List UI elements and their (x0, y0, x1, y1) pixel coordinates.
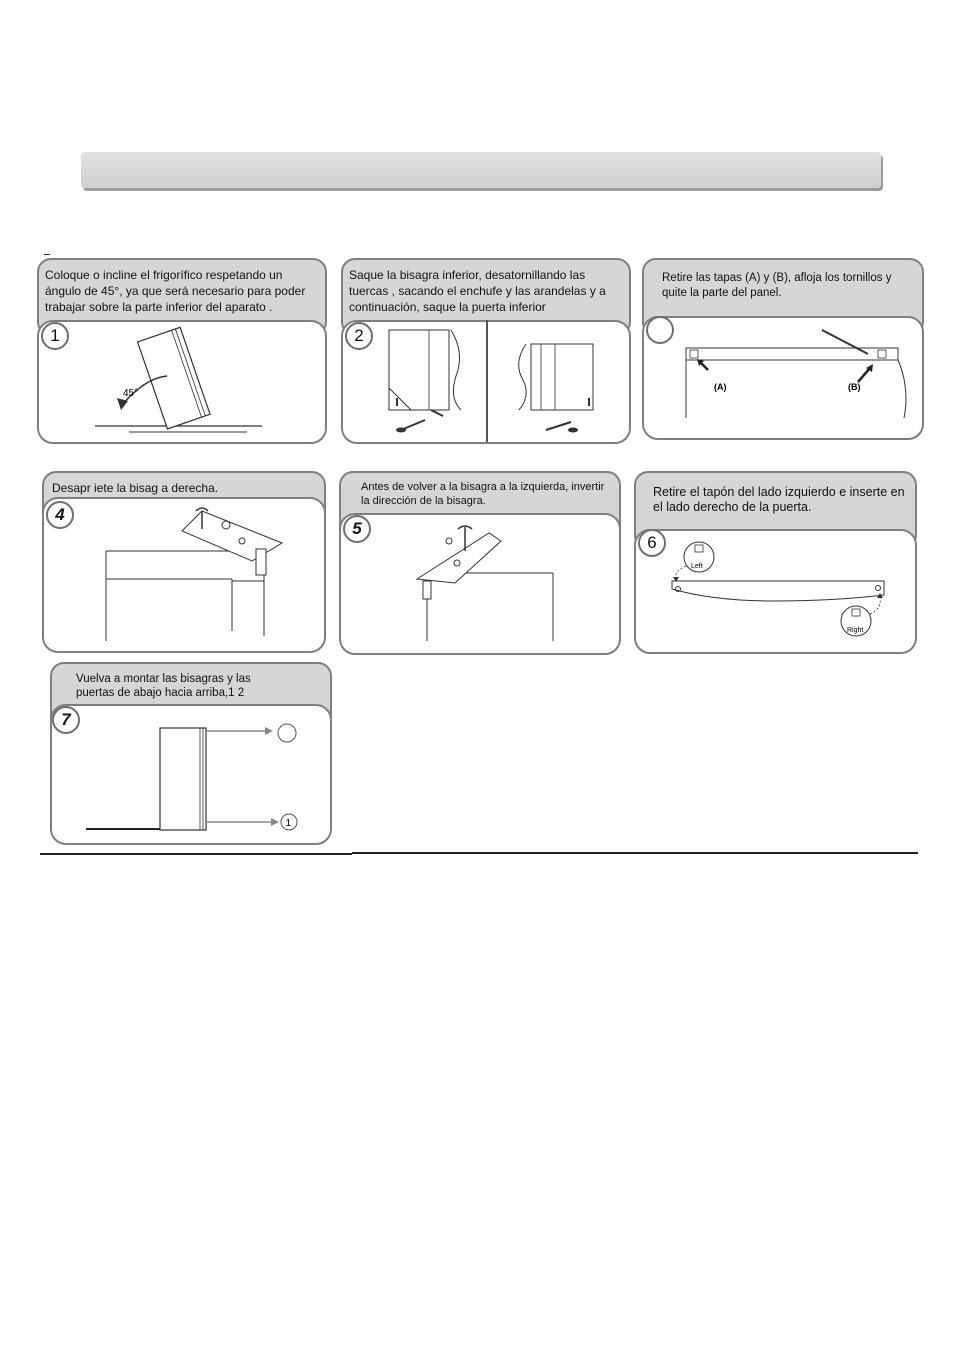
step-6-text: Retire el tapón del lado izquierdo e inserte en el lado derecho de la puerta. (653, 485, 905, 514)
step-7-text: Vuelva a montar las bisagras y las puertas de abajo hacia arriba,1 2 (76, 673, 251, 699)
step-7-illustration (50, 662, 332, 845)
bottom-rule-right (352, 852, 918, 854)
step-5 (339, 471, 621, 655)
step-7-number: 7 (52, 706, 80, 734)
step-1-number: 1 (41, 322, 69, 350)
step-4-text: Desapr iete la bisag a derecha. (52, 481, 219, 495)
section-banner (81, 152, 881, 188)
step-5-number: 5 (343, 515, 371, 543)
step-3-label-b: (B) (848, 382, 861, 392)
step-1 (37, 258, 327, 444)
step-6 (634, 471, 917, 654)
step-2-illustration (341, 258, 631, 444)
step-2-text: Saque la bisagra inferior, desatornillando las tuercas , sacando el enchufe y las arandelas y a continuación, saque la puerta inferior (349, 268, 606, 314)
step-3-label-a: (A) (714, 382, 727, 392)
step-4 (42, 471, 326, 653)
step-6-number: 6 (638, 529, 666, 557)
bottom-rule-left (40, 853, 352, 855)
step-6-right-label: Right (847, 627, 864, 634)
step-2-number: 2 (345, 322, 373, 350)
step-3-illustration (642, 258, 924, 440)
step-7-marker-bottom: 1 (285, 818, 292, 829)
step-5-illustration (339, 471, 621, 655)
step-7 (50, 662, 332, 845)
step-3 (642, 258, 924, 440)
step-1-angle-label: 45° (123, 388, 139, 399)
step-4-illustration (42, 471, 326, 653)
corner-mark (44, 254, 50, 255)
step-6-illustration (634, 471, 917, 654)
step-3-text: Retire las tapas (A) y (B), afloja los tornillos y quite la parte del panel. (662, 272, 892, 299)
step-2 (341, 258, 631, 444)
step-1-text: Coloque o incline el frigorífico respetando un ángulo de 45°, ya que será necesario para poder trabajar sobre la parte inferior del aparato . (45, 268, 306, 314)
step-5-text: Antes de volver a la bisagra a la izquierda, invertir la dirección de la bisagra. (361, 481, 605, 507)
step-4-number: 4 (46, 501, 74, 529)
step-6-left-label: Left (691, 563, 703, 570)
step-1-illustration (37, 258, 327, 444)
